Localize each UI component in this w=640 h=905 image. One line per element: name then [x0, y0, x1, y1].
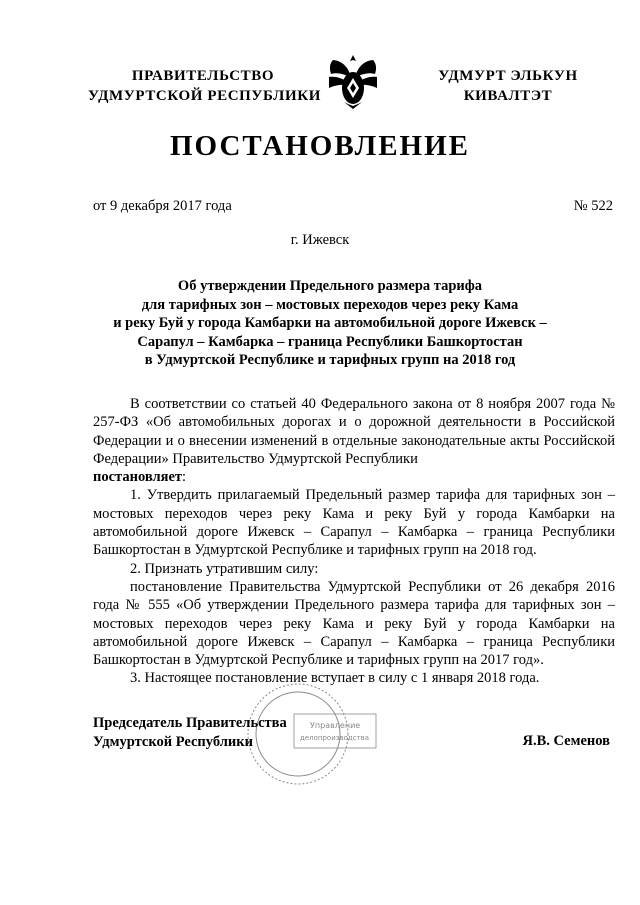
- document-number: № 522: [573, 198, 613, 214]
- government-name-line2: УДМУРТСКОЙ РЕСПУБЛИКИ: [88, 88, 321, 104]
- item-2-detail: постановление Правительства Удмуртской Республики от 26 декабря 2016 года № 555 «Об утверждении Предельного размера тарифа для тарифных зон – мостовых переходов через реку Кама и реку Буй у города Камбарки на автомобильной дороге Ижевск – Сарапул – Камбарка – граница Республики Башкортостан в Удмуртской Республике и тарифных групп на 2017 год».: [93, 578, 615, 669]
- resolves-colon: :: [182, 469, 187, 486]
- subject-line: для тарифных зон – мостовых переходов через реку Кама: [141, 296, 519, 313]
- subject-line: в Удмуртской Республике и тарифных групп на 2018 год: [144, 352, 516, 368]
- preamble-paragraph: [93, 395, 615, 486]
- document-subject: [60, 277, 600, 370]
- government-name-udmurt: [428, 66, 588, 106]
- signatory-position-line2: Удмуртской Республики: [93, 734, 253, 750]
- resolves-word: постановляет: [93, 469, 183, 486]
- document-city: г. Ижевск: [290, 232, 350, 248]
- stamp-line2: делопроизводства: [300, 734, 370, 742]
- signatory-name: Я.В. Семенов: [522, 733, 610, 749]
- document-date: от 9 декабря 2017 года: [93, 198, 232, 214]
- item-2: 2. Признать утратившим силу:: [130, 560, 319, 577]
- subject-line: Сарапул – Камбарка – граница Республики Башкортостан: [137, 333, 523, 350]
- preamble-text: В соответствии со статьей 40 Федерального закона от 8 ноября 2007 года № 257-ФЗ «Об автомобильных дорогах и о дорожной деятельности в Российской Федерации и о внесении изменений в отдельные законодательные акты Российской Федерации» Правительство Удмуртской Республики: [93, 396, 615, 467]
- government-name-udmurt-line1: УДМУРТ ЭЛЬКУН: [438, 68, 578, 84]
- government-name-line1: ПРАВИТЕЛЬСТВО: [131, 68, 275, 84]
- item-1: 1. Утвердить прилагаемый Предельный размер тарифа для тарифных зон – мостовых переходов через реку Кама и реку Буй у города Камбарки на автомобильной дороге Ижевск – Сарапул – Камбарка – граница Республики Башкортостан в Удмуртской Республике и тарифных групп на 2018 год.: [93, 487, 615, 559]
- document-title: ПОСТАНОВЛЕНИЕ: [169, 130, 470, 162]
- item-3: 3. Настоящее постановление вступает в силу с 1 января 2018 года.: [130, 670, 540, 687]
- government-name-udmurt-line2: КИВАЛТЭТ: [463, 88, 553, 104]
- stamp-line1: Управление: [310, 721, 361, 730]
- government-name-russian: [88, 66, 321, 106]
- subject-line: и реку Буй у города Камбарки на автомобильной дороге Ижевск –: [113, 315, 547, 331]
- coat-of-arms-icon: [325, 52, 381, 112]
- signatory-position-line1: Председатель Правительства: [93, 715, 287, 731]
- subject-line: Об утверждении Предельного размера тарифа: [177, 278, 483, 294]
- document-body: [93, 395, 615, 688]
- signatory-position: [93, 714, 287, 752]
